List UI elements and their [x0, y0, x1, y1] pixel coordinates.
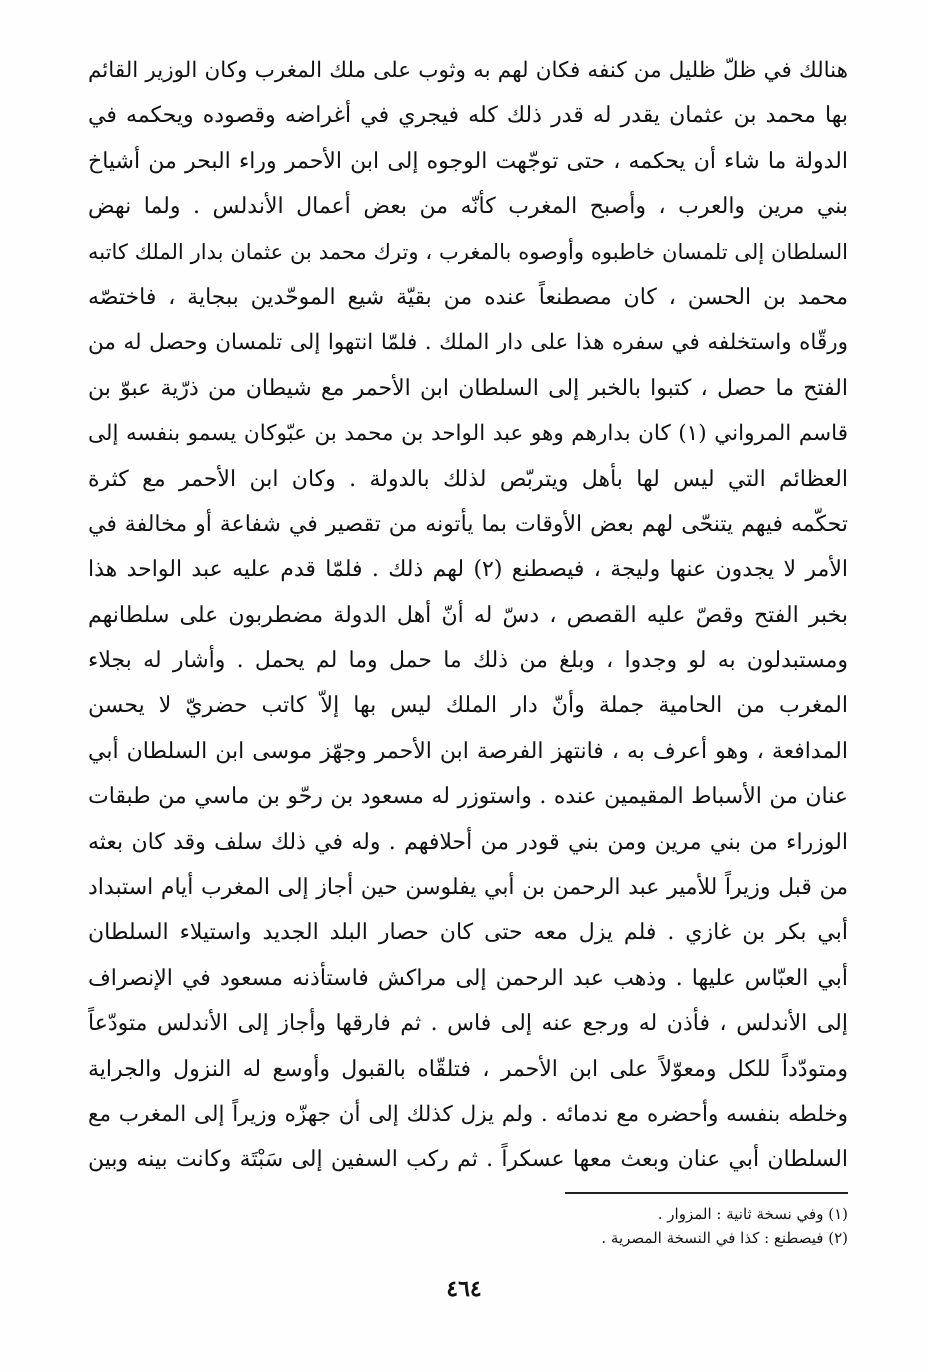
- text-line: أبي بكر بن غازي . فلم يزل معه حتى كان حصار البلد الجديد واستيلاء السلطان: [88, 920, 848, 946]
- text-line: ومتودّداً للكل ومعوّلاً على ابن الأحمر ، فتلقّاه بالقبول وأوسع له النزول والجراية: [88, 1056, 848, 1082]
- text-line: قاسم المرواني (١) كان بدارهم وهو عبد الواحد بن محمد بن عبّوكان يسمو بنفسه إلى: [88, 421, 848, 447]
- text-line: تحكّمه فيهم يتنحّى لهم بعض الأوقات بما يأتونه من تقصير في شفاعة أو مخالفة في: [88, 511, 848, 537]
- text-line: محمد بن الحسن ، كان مصطنعاً عنده من بقيّة شيع الموحّدين ببجاية ، فاختصّه: [88, 284, 848, 310]
- text-line: إلى الأندلس ، فأذن له ورجع عنه إلى فاس . ثم فارقها وأجاز إلى الأندلس متودّعاً: [88, 1011, 848, 1037]
- text-line: أبي العبّاس عليها . وذهب عبد الرحمن إلى مراكش فاستأذنه مسعود في الإنصراف: [88, 965, 848, 991]
- text-line: الفتح ما حصل ، كتبوا بالخبر إلى السلطان ابن الأحمر مع شيطان من ذرّية عبوّ بن: [88, 375, 848, 401]
- footnote-1: (١) وفي نسخة ثانية : المزوار .: [657, 1205, 848, 1223]
- text-line: بخبر الفتح وقصّ عليه القصص ، دسّ له أنّ أهل الدولة مضطربون على سلطانهم: [88, 602, 848, 628]
- text-line: ورقّاه واستخلفه في سفره هذا على دار الملك . فلمّا انتهوا إلى تلمسان وحصل له من: [88, 330, 848, 356]
- text-line: وخلطه بنفسه وأحضره مع ندمائه . ولم يزل كذلك إلى أن جهزّه وزيراً إلى المغرب مع: [88, 1101, 848, 1127]
- text-line: السلطان أبي عنان وبعث معها عسكراً . ثم ركب السفين إلى سَبْتَة وكانت بينه وبين: [88, 1147, 848, 1173]
- text-line: ومستبدلون به لو وجدوا ، وبلغ من ذلك ما حمل وما لم يحمل . وأشار له بجلاء: [88, 648, 848, 674]
- text-line: المدافعة ، وهو أعرف به ، فانتهز الفرصة ابن الأحمر وجهّز موسى ابن السلطان أبي: [88, 738, 848, 764]
- text-line: الأمر لا يجدون عنها وليجة ، فيصطنع (٢) لهم ذلك . فلمّا قدم عليه عبد الواحد هذا: [88, 557, 848, 583]
- text-line: الوزراء من بني مرين ومن بني قودر من أحلافهم . وله في ذلك سلف وقد كان بعثه: [88, 829, 848, 855]
- main-text-block: [88, 48, 848, 1183]
- footnotes: [348, 1202, 848, 1250]
- text-line: الدولة ما شاء أن يحكمه ، حتى توجّهت الوجوه إلى ابن الأحمر وراء البحر من أشياخ: [88, 148, 848, 174]
- text-line: من قبل وزيراً للأمير عبد الرحمن بن أبي يفلوسن حين أجاز إلى المغرب أيام استبداد: [88, 875, 848, 901]
- text-line: السلطان إلى تلمسان خاطبوه وأوصوه بالمغرب ، وترك محمد بن عثمان بدار الملك كاتبه: [88, 239, 848, 264]
- footnote-divider: [565, 1192, 848, 1194]
- text-line: العظائم التي ليس لها بأهل ويتربّص لذلك بالدولة . وكان ابن الأحمر مع كثرة: [88, 466, 848, 492]
- text-line: المغرب من الحامية جملة وأنّ دار الملك ليس بها إلاّ كاتب حضريّ لا يحسن: [88, 693, 848, 719]
- text-line: بها محمد بن عثمان يقدر له قدر ذلك كله فيجري في أغراضه وقصوده ويحكمه في: [88, 103, 848, 129]
- page-number: ٤٦٤: [446, 1276, 482, 1302]
- text-line: بني مرين والعرب ، وأصبح المغرب كأنّه من بعض أعمال الأندلس . ولما نهض: [88, 194, 848, 220]
- footnote-2: (٢) فيصطنع : كذا في النسخة المصرية .: [601, 1229, 848, 1247]
- text-line: هنالك في ظلّ ظليل من كنفه فكان لهم به وثوب على ملك المغرب وكان الوزير القائم: [88, 58, 848, 83]
- text-line: عنان من الأسباط المقيمين عنده . واستوزر له مسعود بن رحّو بن ماسي من طبقات: [88, 784, 848, 810]
